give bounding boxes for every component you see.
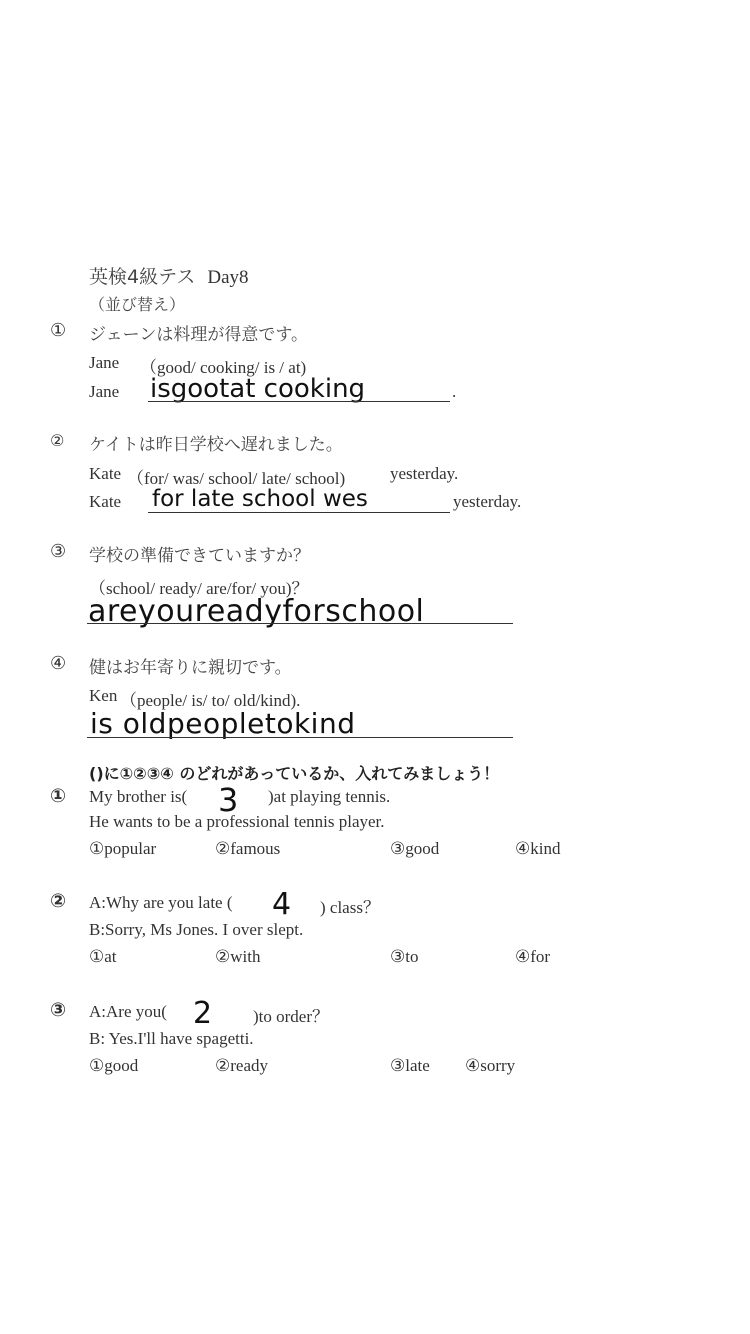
q1-answer-subject: Jane [89,382,120,401]
choice1-handwritten-answer: 3 [218,781,239,819]
choice2-option-4: ④for [515,947,551,966]
worksheet-title [89,262,249,289]
choice3-number: ③ [50,999,67,1021]
q4-japanese: 健はお年寄りに親切です。 [89,658,292,678]
choice2-number: ② [50,890,67,912]
q3-prompt-words: （school/ ready/ are/for/ you)？ [89,579,309,598]
q2-ending: yesterday. [453,492,522,511]
q2-answer-subject: Kate [89,492,122,511]
choice3-handwritten-answer: 2 [193,996,213,1031]
choice1-option-2: ②famous [215,839,281,858]
choice1-option-1: ①popular [89,839,157,858]
q1-prompt-subject: Jane [89,353,120,372]
choice2-text-before: A:Why are you late ( [89,893,233,912]
section-subtitle: （並び替え） [89,295,186,314]
choice1-line2: He wants to be a professional tennis player. [89,812,385,831]
q4-handwritten-answer: is oldpeopletokind [90,707,356,740]
q2-prompt-words: （for/ was/ school/ late/ school) [127,469,346,488]
choice1-text-before: My brother is( [89,787,188,806]
q2-answer-line [148,512,450,513]
choice1-option-3: ③good [390,839,440,858]
choice2-handwritten-answer: 4 [272,887,292,922]
choice2-option-1: ①at [89,947,117,966]
choice1-text-after: )at playing tennis. [268,787,391,806]
q2-number: ② [50,431,65,450]
q4-number: ④ [50,653,67,674]
q1-prompt-words: （good/ cooking/ is / at) [140,358,307,377]
q1-japanese: ジェーンは料理が得意です。 [89,325,308,345]
choice3-text-before: A:Are you( [89,1002,167,1021]
q1-ending: . [452,382,457,401]
choice3-text-after: )to order？ [253,1007,330,1026]
q4-prompt-subject: Ken [89,686,118,705]
title-text: 英検4級テス [89,266,196,288]
choice2-option-2: ②with [215,947,261,966]
title-day: Day8 [207,267,249,288]
choice3-option-1: ①good [89,1056,139,1075]
q3-number: ③ [50,541,67,562]
q1-answer-line [148,401,450,402]
choice2-option-3: ③to [390,947,419,966]
q4-prompt-words: （people/ is/ to/ old/kind). [120,691,301,710]
choice-instruction: ()に①②③④ のどれがあっているか、入れてみましょう！ [89,764,500,783]
q3-japanese: 学校の準備できていますか？ [89,546,310,566]
choice3-option-3: ③late [390,1056,430,1075]
choice1-number: ① [50,785,67,807]
choice3-option-4: ④sorry [465,1056,516,1075]
q3-answer-line [87,623,513,624]
q1-handwritten-answer: isgootat cooking [150,374,366,404]
q3-handwritten-answer: areyoureadyforschool [88,594,425,629]
choice1-option-4: ④kind [515,839,561,858]
q2-prompt-ending: yesterday. [390,464,459,483]
q2-handwritten-answer: for late school wes [152,486,368,512]
q4-answer-line [87,737,513,738]
q2-prompt-subject: Kate [89,464,122,483]
choice3-option-2: ②ready [215,1056,268,1075]
choice3-line2: B: Yes.I'll have spagetti. [89,1029,254,1048]
q1-number: ① [50,320,67,341]
choice2-line2: B:Sorry, Ms Jones. I over slept. [89,920,304,939]
q2-japanese: ケイトは昨日学校へ遅れました。 [89,435,343,455]
choice2-text-after: ) class？ [320,898,380,917]
